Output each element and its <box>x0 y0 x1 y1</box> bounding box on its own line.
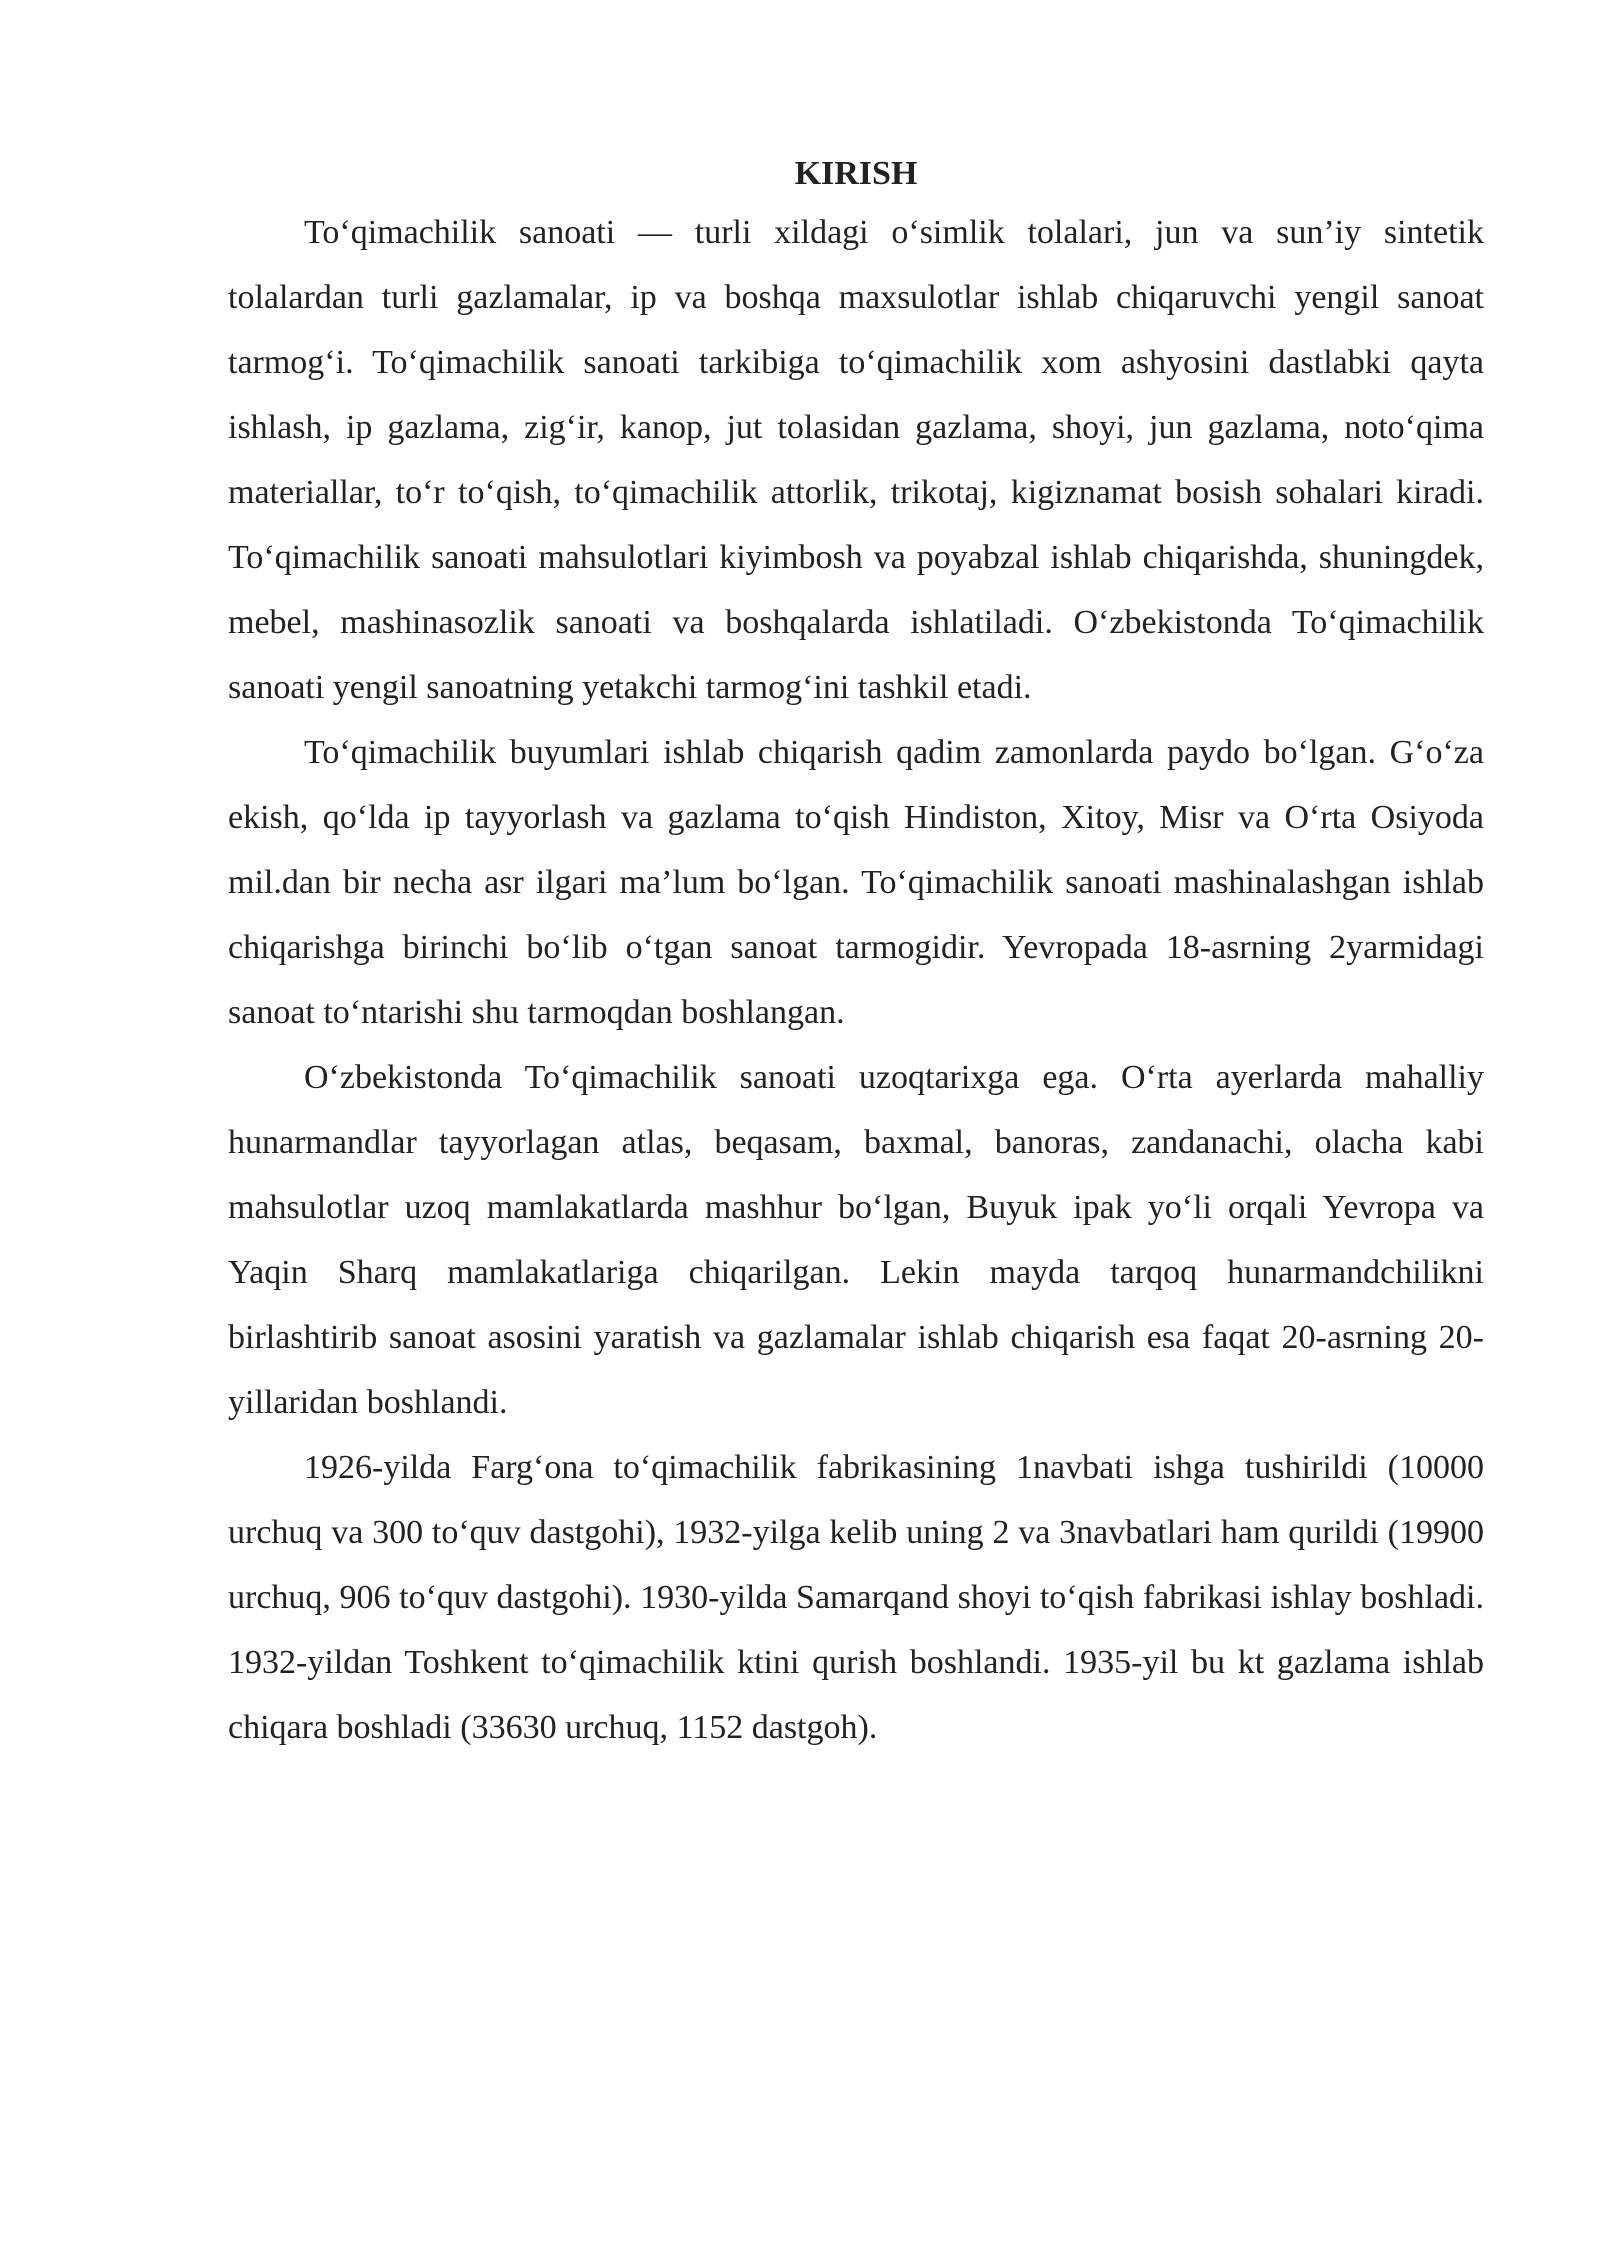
document-body <box>228 148 1484 1760</box>
page-title: KIRISH <box>794 155 918 192</box>
paragraph-3: O‘zbekistonda To‘qimachilik sanoati uzoqtarixga ega. O‘rta ayerlarda mahalliy hunarmandlar tayyorlagan atlas, beqasam, baxmal, banoras, zandanachi, olacha kabi mahsulotlar uzoq mamlakatlarda mashhur bo‘lgan, Buyuk ipak yo‘li orqali Yevropa va Yaqin Sharq mamlakatlariga chiqarilgan. Lekin mayda tarqoq hunarmandchilikni birlashtirib sanoat asosini yaratish va gazlamalar ishlab chiqarish esa faqat 20-asrning 20-yillaridan boshlandi. <box>228 1059 1484 1421</box>
paragraph-1: To‘qimachilik sanoati — turli xildagi o‘simlik tolalari, jun va sun’iy sintetik tolalardan turli gazlamalar, ip va boshqa maxsulotlar ishlab chiqaruvchi yengil sanoat tarmog‘i. To‘qimachilik sanoati tarkibiga to‘qimachilik xom ashyosini dastlabki qayta ishlash, ip gazlama, zig‘ir, kanop, jut tolasidan gazlama, shoyi, jun gazlama, noto‘qima materiallar, to‘r to‘qish, to‘qimachilik attorlik, trikotaj, kigiznamat bosish sohalari kiradi. To‘qimachilik sanoati mahsulotlari kiyimbosh va poyabzal ishlab chiqarishda, shuningdek, mebel, mashinasozlik sanoati va boshqalarda ishlatiladi. O‘zbekistonda To‘qimachilik sanoati yengil sanoatning yetakchi tarmog‘ini tashkil etadi. <box>228 214 1484 706</box>
paragraph-2: To‘qimachilik buyumlari ishlab chiqarish qadim zamonlarda paydo bo‘lgan. G‘o‘za ekish, qo‘lda ip tayyorlash va gazlama to‘qish Hindiston, Xitoy, Misr va O‘rta Osiyoda mil.dan bir necha asr ilgari ma’lum bo‘lgan. To‘qimachilik sanoati mashinalashgan ishlab chiqarishga birinchi bo‘lib o‘tgan sanoat tarmogidir. Yevropada 18-asrning 2yarmidagi sanoat to‘ntarishi shu tarmoqdan boshlangan. <box>228 734 1484 1031</box>
paragraph-4: 1926-yilda Farg‘ona to‘qimachilik fabrikasining 1navbati ishga tushirildi (10000 urchuq va 300 to‘quv dastgohi), 1932-yilga kelib uning 2 va 3navbatlari ham qurildi (19900 urchuq, 906 to‘quv dastgohi). 1930-yilda Samarqand shoyi to‘qish fabrikasi ishlay boshladi. 1932-yildan Toshkent to‘qimachilik ktini qurish boshlandi. 1935-yil bu kt gazlama ishlab chiqara boshladi (33630 urchuq, 1152 dastgoh). <box>228 1449 1484 1746</box>
